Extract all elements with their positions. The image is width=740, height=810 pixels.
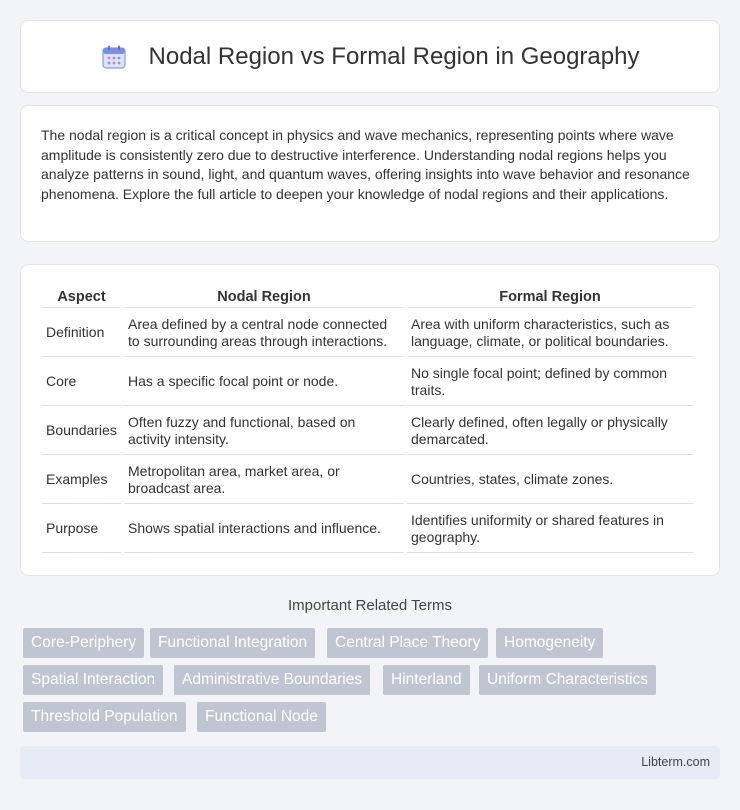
- tag-functional-integration[interactable]: Functional Integration: [150, 628, 315, 658]
- intro-text: The nodal region is a critical concept in physics and wave mechanics, representing points where wave amplitude is consistently zero due to destructive interference. Understanding nodal regions helps you analyze patterns in sound, light, and quantum waves, offering insights into wave behavior and resonance phenomena. Explore the full article to deepen your knowledge of nodal regions and their applications.: [41, 127, 690, 202]
- formal-cell: Identifies uniformity or shared features in geography.: [407, 504, 693, 553]
- header-nodal-region: Nodal Region: [124, 283, 404, 308]
- aspect-cell: Examples: [42, 455, 121, 504]
- header-aspect: Aspect: [42, 283, 121, 308]
- comparison-table: [39, 283, 696, 553]
- comparison-card: [20, 264, 720, 576]
- tag-hinterland[interactable]: Hinterland: [383, 665, 470, 695]
- aspect-cell: Core: [42, 357, 121, 406]
- formal-cell: Area with uniform characteristics, such as language, climate, or political boundaries.: [407, 308, 693, 357]
- title-card: [20, 20, 720, 93]
- tag-uniform-characteristics[interactable]: Uniform Characteristics: [479, 665, 656, 695]
- header-formal-region: Formal Region: [407, 283, 693, 308]
- intro-card: [20, 105, 720, 242]
- nodal-cell: Has a specific focal point or node.: [124, 357, 404, 406]
- tag-threshold-population[interactable]: Threshold Population: [23, 702, 186, 732]
- tag-homogeneity[interactable]: Homogeneity: [496, 628, 603, 658]
- aspect-cell: Boundaries: [42, 406, 121, 455]
- table-row: [42, 455, 693, 504]
- aspect-cell: Purpose: [42, 504, 121, 553]
- related-terms-title: Important Related Terms: [288, 597, 452, 614]
- formal-cell: Clearly defined, often legally or physically demarcated.: [407, 406, 693, 455]
- table-header-row: [42, 283, 693, 308]
- tag-core-periphery[interactable]: Core-Periphery: [23, 628, 144, 658]
- calendar-icon: [101, 44, 127, 70]
- formal-cell: No single focal point; defined by common traits.: [407, 357, 693, 406]
- formal-cell: Countries, states, climate zones.: [407, 455, 693, 504]
- table-row: [42, 504, 693, 553]
- nodal-cell: Area defined by a central node connected to surrounding areas through interactions.: [124, 308, 404, 357]
- footer: [20, 746, 720, 779]
- nodal-cell: Metropolitan area, market area, or broadcast area.: [124, 455, 404, 504]
- tag-central-place-theory[interactable]: Central Place Theory: [327, 628, 488, 658]
- tag-administrative-boundaries[interactable]: Administrative Boundaries: [174, 665, 370, 695]
- table-row: [42, 357, 693, 406]
- footer-site-link[interactable]: Libterm.com: [641, 755, 710, 769]
- table-row: [42, 406, 693, 455]
- table-row: [42, 308, 693, 357]
- page-title: Nodal Region vs Formal Region in Geography: [148, 42, 640, 70]
- nodal-cell: Often fuzzy and functional, based on activity intensity.: [124, 406, 404, 455]
- tag-spatial-interaction[interactable]: Spatial Interaction: [23, 665, 163, 695]
- aspect-cell: Definition: [42, 308, 121, 357]
- tag-functional-node[interactable]: Functional Node: [197, 702, 326, 732]
- nodal-cell: Shows spatial interactions and influence.: [124, 504, 404, 553]
